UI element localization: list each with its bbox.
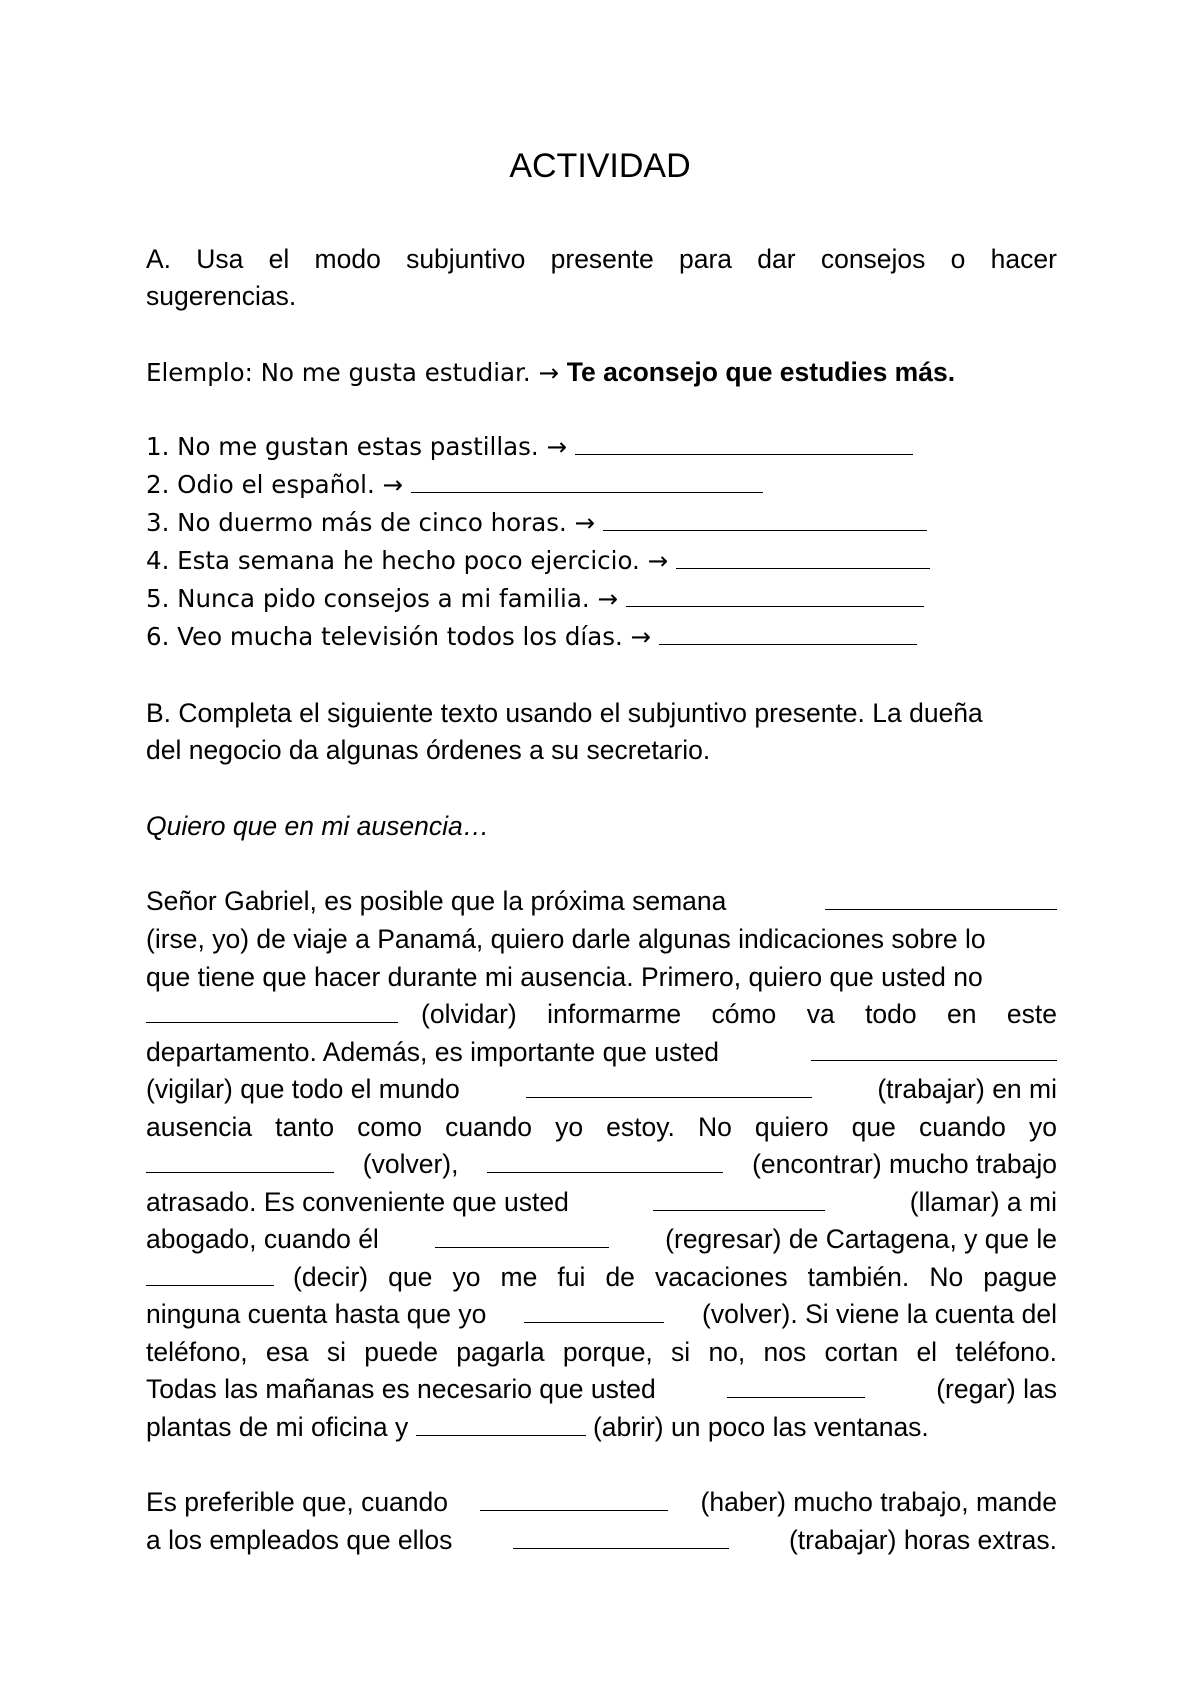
paragraph-line bbox=[146, 1221, 1057, 1257]
exercise-item-4 bbox=[146, 543, 1057, 579]
paragraph-line bbox=[146, 1259, 1057, 1295]
example-answer: Te aconsejo que estudies más. bbox=[566, 357, 956, 387]
answer-blank[interactable] bbox=[653, 1209, 825, 1211]
answer-blank[interactable] bbox=[487, 1171, 723, 1173]
exercise-item-3 bbox=[146, 505, 1057, 541]
paragraph-line bbox=[146, 1034, 1057, 1070]
section-b-instruction-line-1: B. Completa el siguiente texto usando el subjuntivo presente. La dueña bbox=[146, 698, 983, 728]
word: el bbox=[268, 244, 290, 274]
word: presente bbox=[550, 244, 654, 274]
answer-blank[interactable] bbox=[146, 1021, 398, 1023]
item-prompt: 6. Veo mucha televisión todos los días. → bbox=[146, 622, 659, 651]
text-segment: (encontrar) mucho trabajo bbox=[752, 1149, 1057, 1179]
text-segment: (llamar) a mi bbox=[909, 1187, 1057, 1217]
section-b-subtitle: Quiero que en mi ausencia… bbox=[146, 811, 490, 841]
answer-blank[interactable] bbox=[727, 1396, 865, 1398]
text-segment: Es preferible que, cuando bbox=[146, 1487, 449, 1517]
answer-blank[interactable] bbox=[416, 1434, 586, 1436]
paragraph-line bbox=[146, 1184, 1057, 1220]
answer-blank[interactable] bbox=[526, 1096, 812, 1098]
answer-blank[interactable] bbox=[603, 529, 927, 531]
word: consejos bbox=[820, 244, 926, 274]
item-prompt: 1. No me gustan estas pastillas. → bbox=[146, 432, 575, 461]
example-line bbox=[146, 354, 1057, 390]
paragraph-line: (irse, yo) de viaje a Panamá, quiero darle algunas indicaciones sobre lo bbox=[146, 924, 986, 954]
word: o bbox=[950, 244, 966, 274]
text-segment: (olvidar) informarme cómo va todo en este bbox=[421, 999, 1057, 1029]
paragraph-line bbox=[146, 1522, 1057, 1558]
answer-blank[interactable] bbox=[524, 1321, 664, 1323]
paragraph-line bbox=[146, 1409, 1057, 1445]
section-b-instruction-line-2: del negocio da algunas órdenes a su secretario. bbox=[146, 735, 711, 765]
answer-blank[interactable] bbox=[626, 605, 924, 607]
answer-blank[interactable] bbox=[575, 453, 913, 455]
exercise-item-2 bbox=[146, 467, 1057, 503]
paragraph-line bbox=[146, 1371, 1057, 1407]
exercise-item-5 bbox=[146, 581, 1057, 617]
exercise-item-1 bbox=[146, 429, 1057, 465]
answer-blank[interactable] bbox=[811, 1059, 1057, 1061]
answer-blank[interactable] bbox=[513, 1547, 729, 1549]
text-segment: (trabajar) horas extras. bbox=[788, 1525, 1057, 1555]
text-segment: (regresar) de Cartagena, y que le bbox=[665, 1224, 1057, 1254]
text-segment: (volver). Si viene la cuenta del bbox=[702, 1299, 1057, 1329]
text-segment: (haber) mucho trabajo, mande bbox=[700, 1487, 1057, 1517]
item-prompt: 3. No duermo más de cinco horas. → bbox=[146, 508, 603, 537]
paragraph-line bbox=[146, 1484, 1057, 1520]
text-segment: (decir) que yo me fui de vacaciones también. No pague bbox=[293, 1262, 1057, 1292]
paragraph-line: ausencia tanto como cuando yo estoy. No quiero que cuando yo bbox=[146, 1112, 1057, 1142]
text-segment: (volver), bbox=[362, 1149, 459, 1179]
text-segment: (vigilar) que todo el mundo bbox=[146, 1074, 460, 1104]
answer-blank[interactable] bbox=[825, 908, 1057, 910]
answer-blank[interactable] bbox=[480, 1509, 668, 1511]
text-segment: plantas de mi oficina y bbox=[146, 1412, 409, 1442]
item-prompt: 2. Odio el español. → bbox=[146, 470, 411, 499]
word: subjuntivo bbox=[406, 244, 526, 274]
answer-blank[interactable] bbox=[435, 1246, 609, 1248]
paragraph-line: teléfono, esa si puede pagarla porque, si no, nos cortan el teléfono. bbox=[146, 1337, 1057, 1367]
paragraph-line bbox=[146, 883, 1057, 919]
section-a-instruction-line-2: sugerencias. bbox=[146, 281, 297, 311]
word: dar bbox=[757, 244, 796, 274]
item-prompt: 5. Nunca pido consejos a mi familia. → bbox=[146, 584, 626, 613]
paragraph-line: que tiene que hacer durante mi ausencia. Primero, quiero que usted no bbox=[146, 962, 983, 992]
paragraph-line bbox=[146, 1071, 1057, 1107]
text-segment: (regar) las bbox=[936, 1374, 1057, 1404]
answer-blank[interactable] bbox=[411, 491, 763, 493]
answer-blank[interactable] bbox=[146, 1171, 334, 1173]
word: para bbox=[679, 244, 733, 274]
text-segment: atrasado. Es conveniente que usted bbox=[146, 1187, 569, 1217]
text-segment: Todas las mañanas es necesario que usted bbox=[146, 1374, 656, 1404]
paragraph-line bbox=[146, 1296, 1057, 1332]
text-segment: departamento. Además, es importante que usted bbox=[146, 1037, 720, 1067]
paragraph-line bbox=[146, 996, 1057, 1032]
text-segment: Señor Gabriel, es posible que la próxima semana bbox=[146, 886, 727, 916]
text-segment: (abrir) un poco las ventanas. bbox=[592, 1412, 929, 1442]
text-segment: ninguna cuenta hasta que yo bbox=[146, 1299, 487, 1329]
text-segment: abogado, cuando él bbox=[146, 1224, 379, 1254]
text-segment: a los empleados que ellos bbox=[146, 1525, 453, 1555]
page-title: ACTIVIDAD bbox=[509, 147, 691, 185]
text-segment: (trabajar) en mi bbox=[877, 1074, 1057, 1104]
paragraph-line bbox=[146, 1146, 1057, 1182]
answer-blank[interactable] bbox=[676, 567, 930, 569]
word: A. bbox=[146, 244, 172, 274]
example-label: Elemplo: No me gusta estudiar. → bbox=[146, 358, 567, 387]
exercise-item-6 bbox=[146, 619, 1057, 655]
answer-blank[interactable] bbox=[659, 643, 917, 645]
word: Usa bbox=[196, 244, 244, 274]
word: hacer bbox=[990, 244, 1057, 274]
answer-blank[interactable] bbox=[146, 1284, 274, 1286]
word: modo bbox=[314, 244, 381, 274]
item-prompt: 4. Esta semana he hecho poco ejercicio. → bbox=[146, 546, 676, 575]
section-a-instruction-line-1 bbox=[146, 241, 1057, 277]
